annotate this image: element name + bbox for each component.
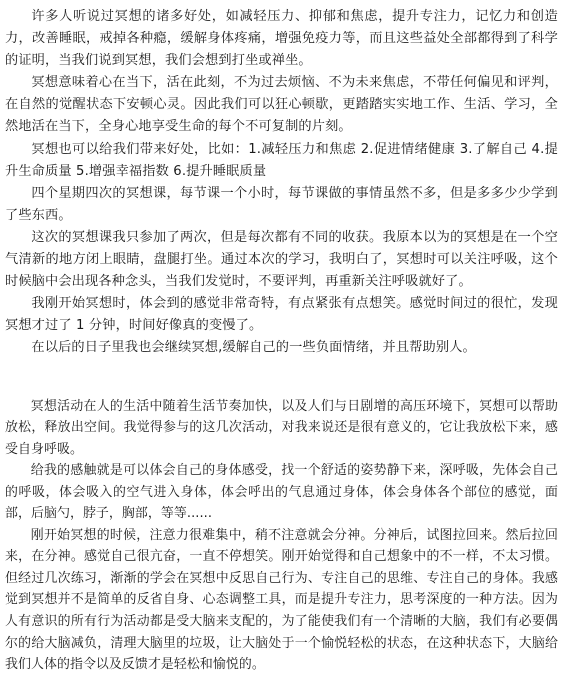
paragraph: 冥想也可以给我们带来好处，比如：1.减轻压力和焦虑 2.促进情绪健康 3.了解自己 4.提升生命质量 5.增强幸福指数 6.提升睡眠质量 xyxy=(5,141,558,179)
paragraph: 我刚开始冥想时，体会到的感觉非常奇特，有点紧张有点想笑。感觉时间过的很忙，发现冥想才过了 1 分钟，时间好像真的变慢了。 xyxy=(5,296,558,334)
paragraph: 许多人听说过冥想的诸多好处，如减轻压力、抑郁和焦虑，提升专注力，记忆力和创造力，改善睡眠，戒掉各种瘾，缓解身体疼痛，增强免疫力等，而且这些益处全部都得到了科学的证明，当我们说到冥想，我们会想到打坐或禅坐。 xyxy=(5,9,558,69)
paragraph: 给我的感触就是可以体会自己的身体感受，找一个舒适的姿势静下来，深呼吸，先体会自己的呼吸，体会吸入的空气进入身体，体会呼出的气息通过身体，体会身体各个部位的感觉，面部，后脑勺，脖子，胸部，等等...... xyxy=(5,463,558,522)
document-page xyxy=(5,6,558,676)
section-spacer xyxy=(5,360,558,396)
paragraph: 刚开始冥想的时候，注意力很难集中，稍不注意就会分神。分神后，试图拉回来。然后拉回来，在分神。感觉自己很亢奋，一直不停想笑。刚开始觉得和自己想象中的不一样，不太习惯。但经过几次练习，渐渐的学会在冥想中反思自己行为、专注自己的思维、专注自己的身体。我感觉到冥想并不是简单的反省自身、心态调整工具，而是提升专注力，思考深度的一种方法。因为人有意识的所有行为活动都是受大脑来支配的，为了能使我们有一个清晰的大脑，我们有必要偶尔的给大脑减负，清理大脑里的垃圾，让大脑处于一个愉悦轻松的状态，在这种状态下，大脑给我们人体的指令以及反馈才是轻松和愉悦的。 xyxy=(5,527,558,673)
essay-section-two xyxy=(5,396,558,676)
paragraph: 四个星期四次的冥想课，每节课一个小时，每节课做的事情虽然不多，但是多多少少学到了些东西。 xyxy=(5,185,558,223)
paragraph: 在以后的日子里我也会继续冥想,缓解自己的一些负面情绪，并且帮助别人。 xyxy=(31,340,476,356)
paragraph: 这次的冥想课我只参加了两次，但是每次都有不同的收获。我原本以为的冥想是在一个空气清新的地方闭上眼睛，盘腿打坐。通过本次的学习，我明白了，冥想时可以关注呼吸，这个时候脑中会出现各种念头，当我们发觉时，不要评判，再重新关注呼吸就好了。 xyxy=(5,229,558,290)
paragraph: 冥想意味着心在当下，活在此刻，不为过去烦恼、不为未来焦虑，不带任何偏见和评判，在自然的觉醒状态下安顿心灵。因此我们可以狂心顿歇，更踏踏实实地工作、生活、学习，全然地活在当下，全身心地享受生命的每个不可复制的片刻。 xyxy=(5,75,558,135)
essay-section-one xyxy=(5,6,558,360)
paragraph: 冥想活动在人的生活中随着生活节奏加快，以及人们与日剧增的高压环境下，冥想可以帮助放松，释放出空间。我觉得参与的这几次活动，对我来说还是很有意义的，它让我放松下来，感受自身呼吸。 xyxy=(5,398,558,457)
